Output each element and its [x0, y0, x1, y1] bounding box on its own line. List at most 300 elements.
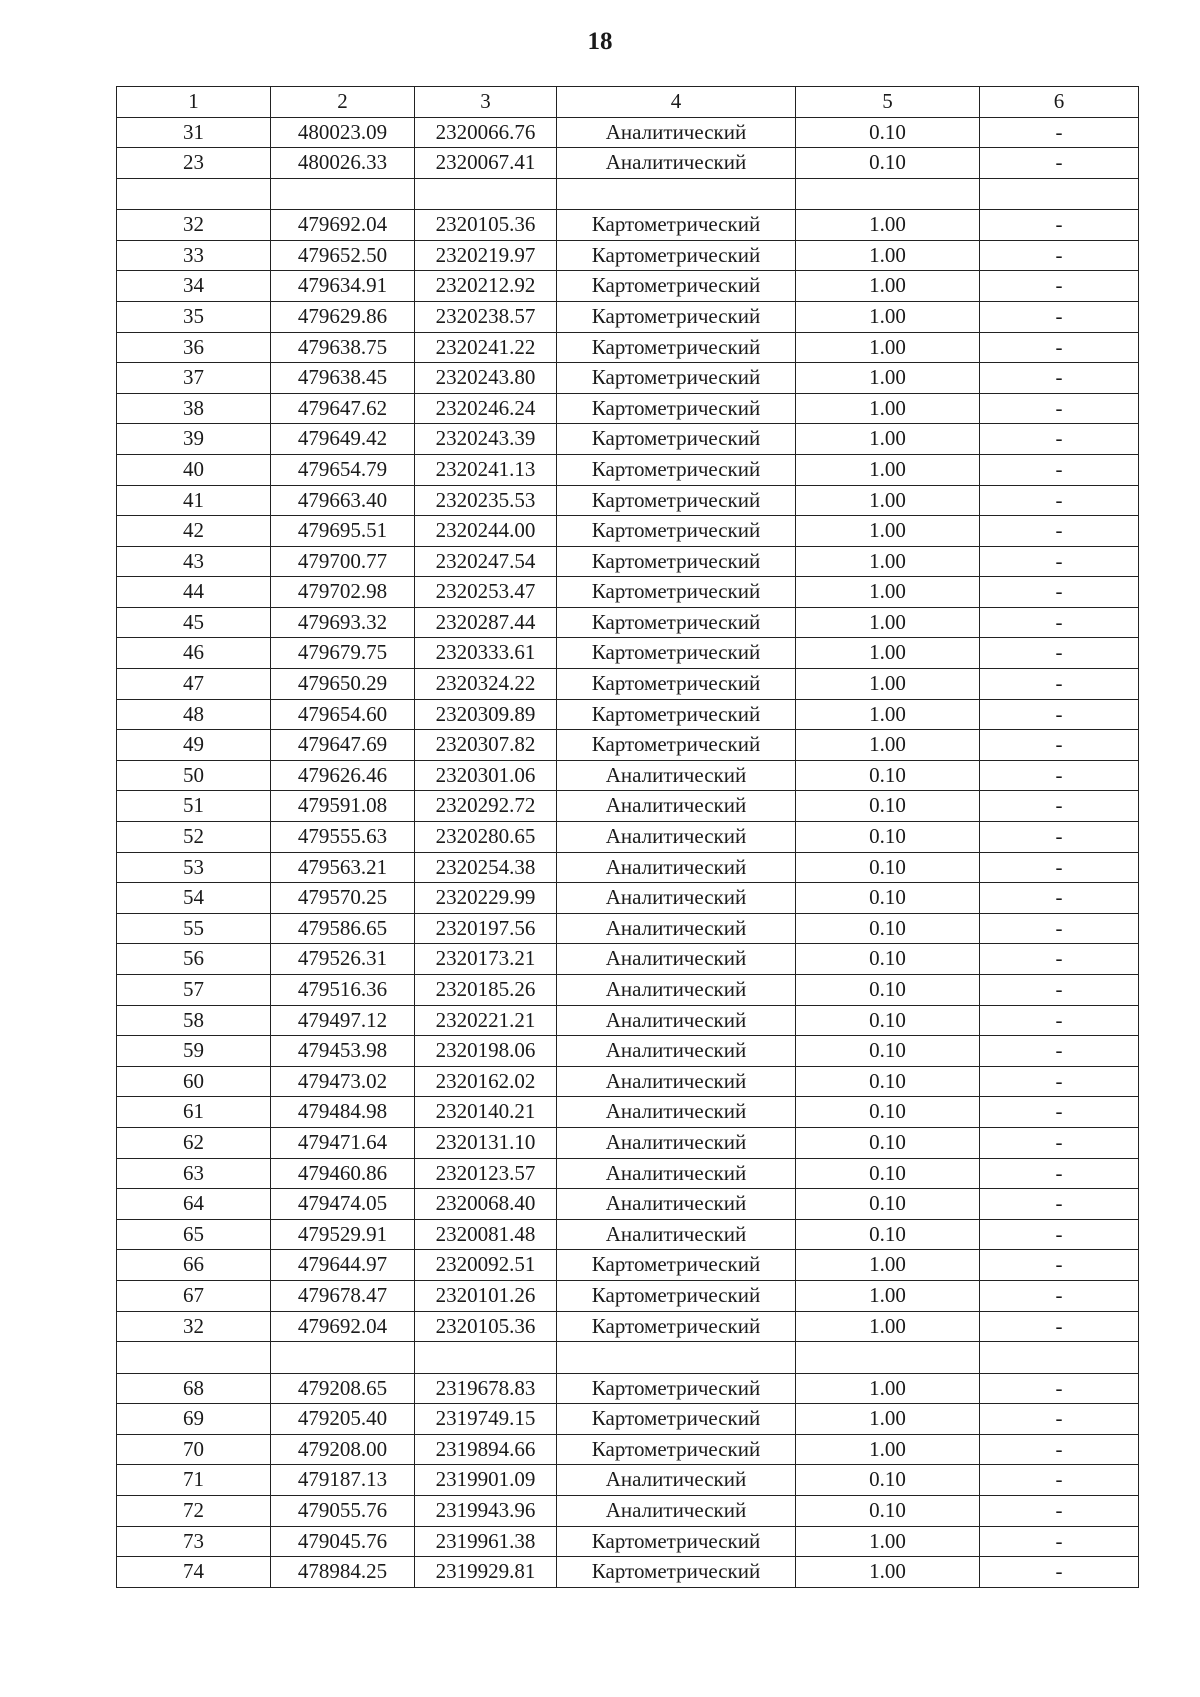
point-number-cell: 54	[117, 883, 271, 914]
page-number: 18	[587, 28, 613, 55]
table-row	[117, 913, 1139, 944]
table-row	[117, 1280, 1139, 1311]
y-coordinate-cell: 2320105.36	[415, 1311, 557, 1342]
accuracy-cell: 1.00	[796, 393, 980, 424]
description-cell: -	[980, 577, 1139, 608]
x-coordinate-cell: 479634.91	[271, 271, 415, 302]
x-coordinate-cell: 479692.04	[271, 210, 415, 241]
x-coordinate-cell: 479678.47	[271, 1280, 415, 1311]
accuracy-cell	[796, 1342, 980, 1373]
accuracy-cell: 1.00	[796, 516, 980, 547]
y-coordinate-cell: 2320243.39	[415, 424, 557, 455]
description-cell: -	[980, 454, 1139, 485]
description-cell: -	[980, 301, 1139, 332]
method-cell: Аналитический	[557, 760, 796, 791]
point-number-cell: 60	[117, 1066, 271, 1097]
method-cell: Картометрический	[557, 1434, 796, 1465]
method-cell: Картометрический	[557, 607, 796, 638]
table-row	[117, 791, 1139, 822]
method-cell: Картометрический	[557, 271, 796, 302]
description-cell: -	[980, 791, 1139, 822]
method-cell: Аналитический	[557, 822, 796, 853]
table-row	[117, 1495, 1139, 1526]
accuracy-cell: 1.00	[796, 271, 980, 302]
description-cell: -	[980, 516, 1139, 547]
description-cell: -	[980, 822, 1139, 853]
description-cell: -	[980, 1280, 1139, 1311]
table-row	[117, 1434, 1139, 1465]
accuracy-cell: 0.10	[796, 913, 980, 944]
point-number-cell: 49	[117, 730, 271, 761]
method-cell: Картометрический	[557, 730, 796, 761]
description-cell: -	[980, 1158, 1139, 1189]
method-cell: Картометрический	[557, 1526, 796, 1557]
method-cell: Аналитический	[557, 1465, 796, 1496]
method-cell: Аналитический	[557, 1066, 796, 1097]
table-row	[117, 852, 1139, 883]
description-cell: -	[980, 546, 1139, 577]
y-coordinate-cell: 2320247.54	[415, 546, 557, 577]
y-coordinate-cell: 2320162.02	[415, 1066, 557, 1097]
accuracy-cell: 1.00	[796, 699, 980, 730]
table-row	[117, 148, 1139, 179]
x-coordinate-cell: 479693.32	[271, 607, 415, 638]
table-row	[117, 1311, 1139, 1342]
method-cell	[557, 1342, 796, 1373]
method-cell: Картометрический	[557, 1557, 796, 1588]
x-coordinate-cell: 479205.40	[271, 1404, 415, 1435]
y-coordinate-cell: 2319894.66	[415, 1434, 557, 1465]
description-cell: -	[980, 1127, 1139, 1158]
y-coordinate-cell: 2320123.57	[415, 1158, 557, 1189]
y-coordinate-cell: 2320253.47	[415, 577, 557, 608]
accuracy-cell: 1.00	[796, 1280, 980, 1311]
y-coordinate-cell: 2319901.09	[415, 1465, 557, 1496]
x-coordinate-cell: 479045.76	[271, 1526, 415, 1557]
description-cell: -	[980, 760, 1139, 791]
x-coordinate-cell: 479649.42	[271, 424, 415, 455]
point-number-cell: 33	[117, 240, 271, 271]
method-cell: Картометрический	[557, 1250, 796, 1281]
accuracy-cell: 0.10	[796, 1219, 980, 1250]
description-cell: -	[980, 913, 1139, 944]
point-number-cell: 39	[117, 424, 271, 455]
table-row	[117, 1097, 1139, 1128]
table-row	[117, 883, 1139, 914]
table-row	[117, 1158, 1139, 1189]
y-coordinate-cell: 2320173.21	[415, 944, 557, 975]
y-coordinate-cell: 2320301.06	[415, 760, 557, 791]
table-row	[117, 454, 1139, 485]
point-number-cell: 59	[117, 1036, 271, 1067]
point-number-cell: 40	[117, 454, 271, 485]
y-coordinate-cell: 2320092.51	[415, 1250, 557, 1281]
y-coordinate-cell: 2319961.38	[415, 1526, 557, 1557]
method-cell: Картометрический	[557, 669, 796, 700]
method-cell: Картометрический	[557, 210, 796, 241]
accuracy-cell: 1.00	[796, 240, 980, 271]
point-number-cell: 37	[117, 363, 271, 394]
x-coordinate-cell: 479647.69	[271, 730, 415, 761]
x-coordinate-cell: 479702.98	[271, 577, 415, 608]
method-cell: Аналитический	[557, 1219, 796, 1250]
coordinates-table	[116, 86, 1139, 1588]
point-number-cell: 41	[117, 485, 271, 516]
x-coordinate-cell: 479626.46	[271, 760, 415, 791]
accuracy-cell: 0.10	[796, 148, 980, 179]
description-cell: -	[980, 852, 1139, 883]
x-coordinate-cell: 478984.25	[271, 1557, 415, 1588]
accuracy-cell: 1.00	[796, 363, 980, 394]
point-number-cell: 53	[117, 852, 271, 883]
point-number-cell: 64	[117, 1189, 271, 1220]
method-cell: Аналитический	[557, 852, 796, 883]
table-gap-row	[117, 1342, 1139, 1373]
method-cell: Картометрический	[557, 363, 796, 394]
description-cell: -	[980, 485, 1139, 516]
y-coordinate-cell: 2320229.99	[415, 883, 557, 914]
accuracy-cell: 0.10	[796, 852, 980, 883]
table-row	[117, 363, 1139, 394]
table-row	[117, 485, 1139, 516]
accuracy-cell: 1.00	[796, 577, 980, 608]
y-coordinate-cell: 2320067.41	[415, 148, 557, 179]
x-coordinate-cell: 479638.75	[271, 332, 415, 363]
description-cell: -	[980, 1036, 1139, 1067]
y-coordinate-cell	[415, 178, 557, 209]
x-coordinate-cell: 479692.04	[271, 1311, 415, 1342]
method-cell: Аналитический	[557, 1005, 796, 1036]
accuracy-cell: 1.00	[796, 1404, 980, 1435]
accuracy-cell: 0.10	[796, 1097, 980, 1128]
accuracy-cell: 1.00	[796, 730, 980, 761]
point-number-cell: 32	[117, 210, 271, 241]
point-number-cell: 46	[117, 638, 271, 669]
description-cell: -	[980, 669, 1139, 700]
method-cell: Картометрический	[557, 1280, 796, 1311]
y-coordinate-cell: 2320198.06	[415, 1036, 557, 1067]
y-coordinate-cell: 2320066.76	[415, 117, 557, 148]
description-cell: -	[980, 271, 1139, 302]
point-number-cell: 74	[117, 1557, 271, 1588]
table-row	[117, 424, 1139, 455]
point-number-cell: 69	[117, 1404, 271, 1435]
point-number-cell: 44	[117, 577, 271, 608]
description-cell: -	[980, 332, 1139, 363]
point-number-cell: 45	[117, 607, 271, 638]
method-cell	[557, 178, 796, 209]
table-row	[117, 1373, 1139, 1404]
description-cell: -	[980, 883, 1139, 914]
y-coordinate-cell: 2320244.00	[415, 516, 557, 547]
table-row	[117, 730, 1139, 761]
table-gap-row	[117, 178, 1139, 209]
description-cell: -	[980, 1526, 1139, 1557]
y-coordinate-cell: 2319749.15	[415, 1404, 557, 1435]
description-cell: -	[980, 424, 1139, 455]
method-cell: Картометрический	[557, 577, 796, 608]
x-coordinate-cell: 479700.77	[271, 546, 415, 577]
point-number-cell: 23	[117, 148, 271, 179]
x-coordinate-cell: 479208.65	[271, 1373, 415, 1404]
y-coordinate-cell	[415, 1342, 557, 1373]
table-row	[117, 1250, 1139, 1281]
x-coordinate-cell: 480023.09	[271, 117, 415, 148]
method-cell: Аналитический	[557, 975, 796, 1006]
method-cell: Картометрический	[557, 301, 796, 332]
description-cell: -	[980, 1434, 1139, 1465]
method-cell: Аналитический	[557, 1495, 796, 1526]
x-coordinate-cell: 479679.75	[271, 638, 415, 669]
table-row	[117, 607, 1139, 638]
accuracy-cell: 1.00	[796, 669, 980, 700]
y-coordinate-cell: 2319678.83	[415, 1373, 557, 1404]
point-number-cell: 58	[117, 1005, 271, 1036]
description-cell: -	[980, 638, 1139, 669]
point-number-cell: 42	[117, 516, 271, 547]
method-cell: Аналитический	[557, 1189, 796, 1220]
table-row	[117, 271, 1139, 302]
point-number-cell: 70	[117, 1434, 271, 1465]
point-number-cell: 72	[117, 1495, 271, 1526]
point-number-cell	[117, 178, 271, 209]
x-coordinate-cell: 479529.91	[271, 1219, 415, 1250]
accuracy-cell: 1.00	[796, 1373, 980, 1404]
x-coordinate-cell: 479453.98	[271, 1036, 415, 1067]
point-number-cell: 35	[117, 301, 271, 332]
method-cell: Картометрический	[557, 240, 796, 271]
table-row	[117, 1526, 1139, 1557]
table-row	[117, 1005, 1139, 1036]
table-body	[117, 117, 1139, 1587]
accuracy-cell: 0.10	[796, 1036, 980, 1067]
x-coordinate-cell: 479460.86	[271, 1158, 415, 1189]
header-cell-5: 5	[796, 87, 980, 118]
description-cell: -	[980, 1495, 1139, 1526]
accuracy-cell: 1.00	[796, 301, 980, 332]
table-header	[117, 87, 1139, 118]
point-number-cell: 51	[117, 791, 271, 822]
x-coordinate-cell: 479654.79	[271, 454, 415, 485]
y-coordinate-cell: 2320241.22	[415, 332, 557, 363]
x-coordinate-cell: 479474.05	[271, 1189, 415, 1220]
y-coordinate-cell: 2320280.65	[415, 822, 557, 853]
description-cell: -	[980, 1311, 1139, 1342]
description-cell: -	[980, 1557, 1139, 1588]
y-coordinate-cell: 2320235.53	[415, 485, 557, 516]
description-cell: -	[980, 240, 1139, 271]
table-row	[117, 393, 1139, 424]
accuracy-cell: 1.00	[796, 1250, 980, 1281]
accuracy-cell	[796, 178, 980, 209]
accuracy-cell: 0.10	[796, 760, 980, 791]
header-cell-6: 6	[980, 87, 1139, 118]
table-row	[117, 516, 1139, 547]
accuracy-cell: 1.00	[796, 332, 980, 363]
description-cell: -	[980, 944, 1139, 975]
table-row	[117, 1189, 1139, 1220]
point-number-cell: 61	[117, 1097, 271, 1128]
header-cell-3: 3	[415, 87, 557, 118]
description-cell: -	[980, 1097, 1139, 1128]
table-row	[117, 669, 1139, 700]
table-row	[117, 822, 1139, 853]
y-coordinate-cell: 2320131.10	[415, 1127, 557, 1158]
table-row	[117, 301, 1139, 332]
description-cell: -	[980, 148, 1139, 179]
y-coordinate-cell: 2320219.97	[415, 240, 557, 271]
point-number-cell: 67	[117, 1280, 271, 1311]
x-coordinate-cell: 479497.12	[271, 1005, 415, 1036]
y-coordinate-cell: 2320324.22	[415, 669, 557, 700]
y-coordinate-cell: 2320254.38	[415, 852, 557, 883]
accuracy-cell: 0.10	[796, 1005, 980, 1036]
description-cell: -	[980, 1250, 1139, 1281]
point-number-cell: 38	[117, 393, 271, 424]
method-cell: Аналитический	[557, 1158, 796, 1189]
accuracy-cell: 0.10	[796, 791, 980, 822]
header-cell-4: 4	[557, 87, 796, 118]
y-coordinate-cell: 2320081.48	[415, 1219, 557, 1250]
description-cell: -	[980, 1373, 1139, 1404]
x-coordinate-cell: 479570.25	[271, 883, 415, 914]
table-row	[117, 699, 1139, 730]
x-coordinate-cell	[271, 1342, 415, 1373]
table-row	[117, 1557, 1139, 1588]
point-number-cell: 34	[117, 271, 271, 302]
accuracy-cell: 1.00	[796, 1557, 980, 1588]
point-number-cell: 36	[117, 332, 271, 363]
accuracy-cell: 0.10	[796, 975, 980, 1006]
point-number-cell: 73	[117, 1526, 271, 1557]
accuracy-cell: 0.10	[796, 1189, 980, 1220]
accuracy-cell: 1.00	[796, 1311, 980, 1342]
accuracy-cell: 1.00	[796, 424, 980, 455]
method-cell: Картометрический	[557, 393, 796, 424]
description-cell: -	[980, 1465, 1139, 1496]
x-coordinate-cell: 479471.64	[271, 1127, 415, 1158]
point-number-cell	[117, 1342, 271, 1373]
x-coordinate-cell: 479663.40	[271, 485, 415, 516]
y-coordinate-cell: 2320212.92	[415, 271, 557, 302]
point-number-cell: 68	[117, 1373, 271, 1404]
header-row	[117, 87, 1139, 118]
description-cell: -	[980, 117, 1139, 148]
point-number-cell: 63	[117, 1158, 271, 1189]
x-coordinate-cell: 479516.36	[271, 975, 415, 1006]
method-cell: Аналитический	[557, 944, 796, 975]
method-cell: Картометрический	[557, 546, 796, 577]
x-coordinate-cell: 479647.62	[271, 393, 415, 424]
x-coordinate-cell: 479208.00	[271, 1434, 415, 1465]
table-row	[117, 1465, 1139, 1496]
method-cell: Аналитический	[557, 117, 796, 148]
x-coordinate-cell	[271, 178, 415, 209]
y-coordinate-cell: 2320101.26	[415, 1280, 557, 1311]
y-coordinate-cell: 2320221.21	[415, 1005, 557, 1036]
accuracy-cell: 0.10	[796, 1127, 980, 1158]
y-coordinate-cell: 2319943.96	[415, 1495, 557, 1526]
x-coordinate-cell: 479555.63	[271, 822, 415, 853]
table-row	[117, 760, 1139, 791]
point-number-cell: 48	[117, 699, 271, 730]
point-number-cell: 62	[117, 1127, 271, 1158]
description-cell: -	[980, 363, 1139, 394]
y-coordinate-cell: 2320292.72	[415, 791, 557, 822]
accuracy-cell: 1.00	[796, 454, 980, 485]
table-row	[117, 1404, 1139, 1435]
x-coordinate-cell: 479654.60	[271, 699, 415, 730]
accuracy-cell: 1.00	[796, 638, 980, 669]
y-coordinate-cell: 2320197.56	[415, 913, 557, 944]
point-number-cell: 71	[117, 1465, 271, 1496]
y-coordinate-cell: 2320068.40	[415, 1189, 557, 1220]
point-number-cell: 65	[117, 1219, 271, 1250]
point-number-cell: 55	[117, 913, 271, 944]
accuracy-cell: 0.10	[796, 822, 980, 853]
header-cell-1: 1	[117, 87, 271, 118]
x-coordinate-cell: 479652.50	[271, 240, 415, 271]
x-coordinate-cell: 479638.45	[271, 363, 415, 394]
description-cell: -	[980, 975, 1139, 1006]
table-row	[117, 638, 1139, 669]
description-cell: -	[980, 699, 1139, 730]
description-cell	[980, 178, 1139, 209]
description-cell	[980, 1342, 1139, 1373]
accuracy-cell: 1.00	[796, 1434, 980, 1465]
method-cell: Аналитический	[557, 913, 796, 944]
table-row	[117, 332, 1139, 363]
x-coordinate-cell: 479591.08	[271, 791, 415, 822]
table-row	[117, 944, 1139, 975]
method-cell: Аналитический	[557, 1097, 796, 1128]
description-cell: -	[980, 210, 1139, 241]
point-number-cell: 56	[117, 944, 271, 975]
y-coordinate-cell: 2320241.13	[415, 454, 557, 485]
table-row	[117, 1127, 1139, 1158]
method-cell: Картометрический	[557, 485, 796, 516]
y-coordinate-cell: 2320307.82	[415, 730, 557, 761]
x-coordinate-cell: 479526.31	[271, 944, 415, 975]
header-cell-2: 2	[271, 87, 415, 118]
method-cell: Картометрический	[557, 1373, 796, 1404]
description-cell: -	[980, 607, 1139, 638]
accuracy-cell: 0.10	[796, 1465, 980, 1496]
y-coordinate-cell: 2320333.61	[415, 638, 557, 669]
method-cell: Аналитический	[557, 1036, 796, 1067]
point-number-cell: 47	[117, 669, 271, 700]
point-number-cell: 66	[117, 1250, 271, 1281]
table-row	[117, 1036, 1139, 1067]
accuracy-cell: 1.00	[796, 210, 980, 241]
table-row	[117, 975, 1139, 1006]
x-coordinate-cell: 479650.29	[271, 669, 415, 700]
y-coordinate-cell: 2320185.26	[415, 975, 557, 1006]
x-coordinate-cell: 479187.13	[271, 1465, 415, 1496]
y-coordinate-cell: 2320309.89	[415, 699, 557, 730]
accuracy-cell: 0.10	[796, 117, 980, 148]
method-cell: Картометрический	[557, 1404, 796, 1435]
y-coordinate-cell: 2320243.80	[415, 363, 557, 394]
accuracy-cell: 0.10	[796, 1066, 980, 1097]
y-coordinate-cell: 2320246.24	[415, 393, 557, 424]
method-cell: Картометрический	[557, 699, 796, 730]
table-row	[117, 577, 1139, 608]
method-cell: Аналитический	[557, 791, 796, 822]
point-number-cell: 52	[117, 822, 271, 853]
point-number-cell: 31	[117, 117, 271, 148]
method-cell: Аналитический	[557, 148, 796, 179]
